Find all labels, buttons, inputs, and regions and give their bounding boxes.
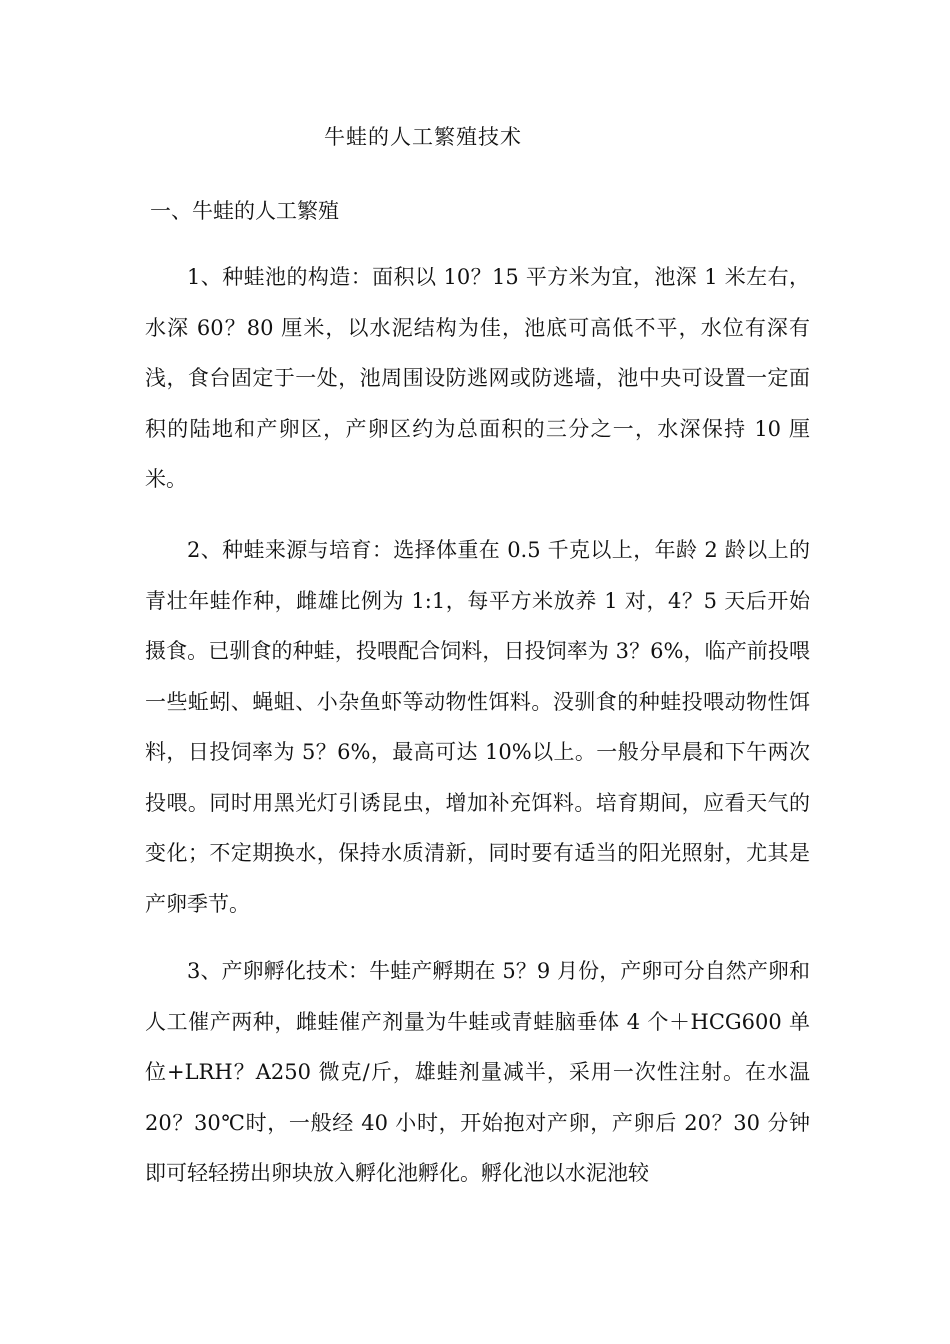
section-heading: 一、牛蛙的人工繁殖 bbox=[150, 199, 339, 223]
document-title: 牛蛙的人工繁殖技术 bbox=[324, 125, 522, 149]
paragraph-broodstock-rearing: 2、种蛙来源与培育：选择体重在 0.5 千克以上，年龄 2 龄以上的青壮年蛙作种，雌雄比例为 1:1，每平方米放养 1 对，4？5 天后开始摄食。已驯食的种蛙，投喂配合饲料，日投饲率为 3？6%，临产前投喂一些蚯蚓、蝇蛆、小杂鱼虾等动物性饵料。没驯食的种蛙投喂动物性饵料，日投饲率为 5？6%，最高可达 10%以上。一般分早晨和下午两次投喂。同时用黑光灯引诱昆虫，增加补充饵料。培育期间，应看天气的变化；不定期换水，保持水质清新，同时要有适当的阳光照射，尤其是产卵季节。 bbox=[145, 538, 810, 916]
paragraph-breeding-pond: 1、种蛙池的构造：面积以 10？15 平方米为宜，池深 1 米左右，水深 60？80 厘米，以水泥结构为佳，池底可高低不平，水位有深有浅，食台固定于一处，池周围设防逃网或防逃墙，池中央可设置一定面积的陆地和产卵区，产卵区约为总面积的三分之一，水深保持 10 厘米。 bbox=[145, 265, 810, 491]
paragraph-spawning-hatching: 3、产卵孵化技术：牛蛙产孵期在 5？9 月份，产卵可分自然产卵和人工催产两种，雌蛙催产剂量为牛蛙或青蛙脑垂体 4 个＋HCG600 单位+LRH？A250 微克/斤，雄蛙剂量减半，采用一次性注射。在水温 20？30℃时，一般经 40 小时，开始抱对产卵，产卵后 20？30 分钟即可轻轻捞出卵块放入孵化池孵化。孵化池以水泥池较 bbox=[145, 959, 810, 1185]
